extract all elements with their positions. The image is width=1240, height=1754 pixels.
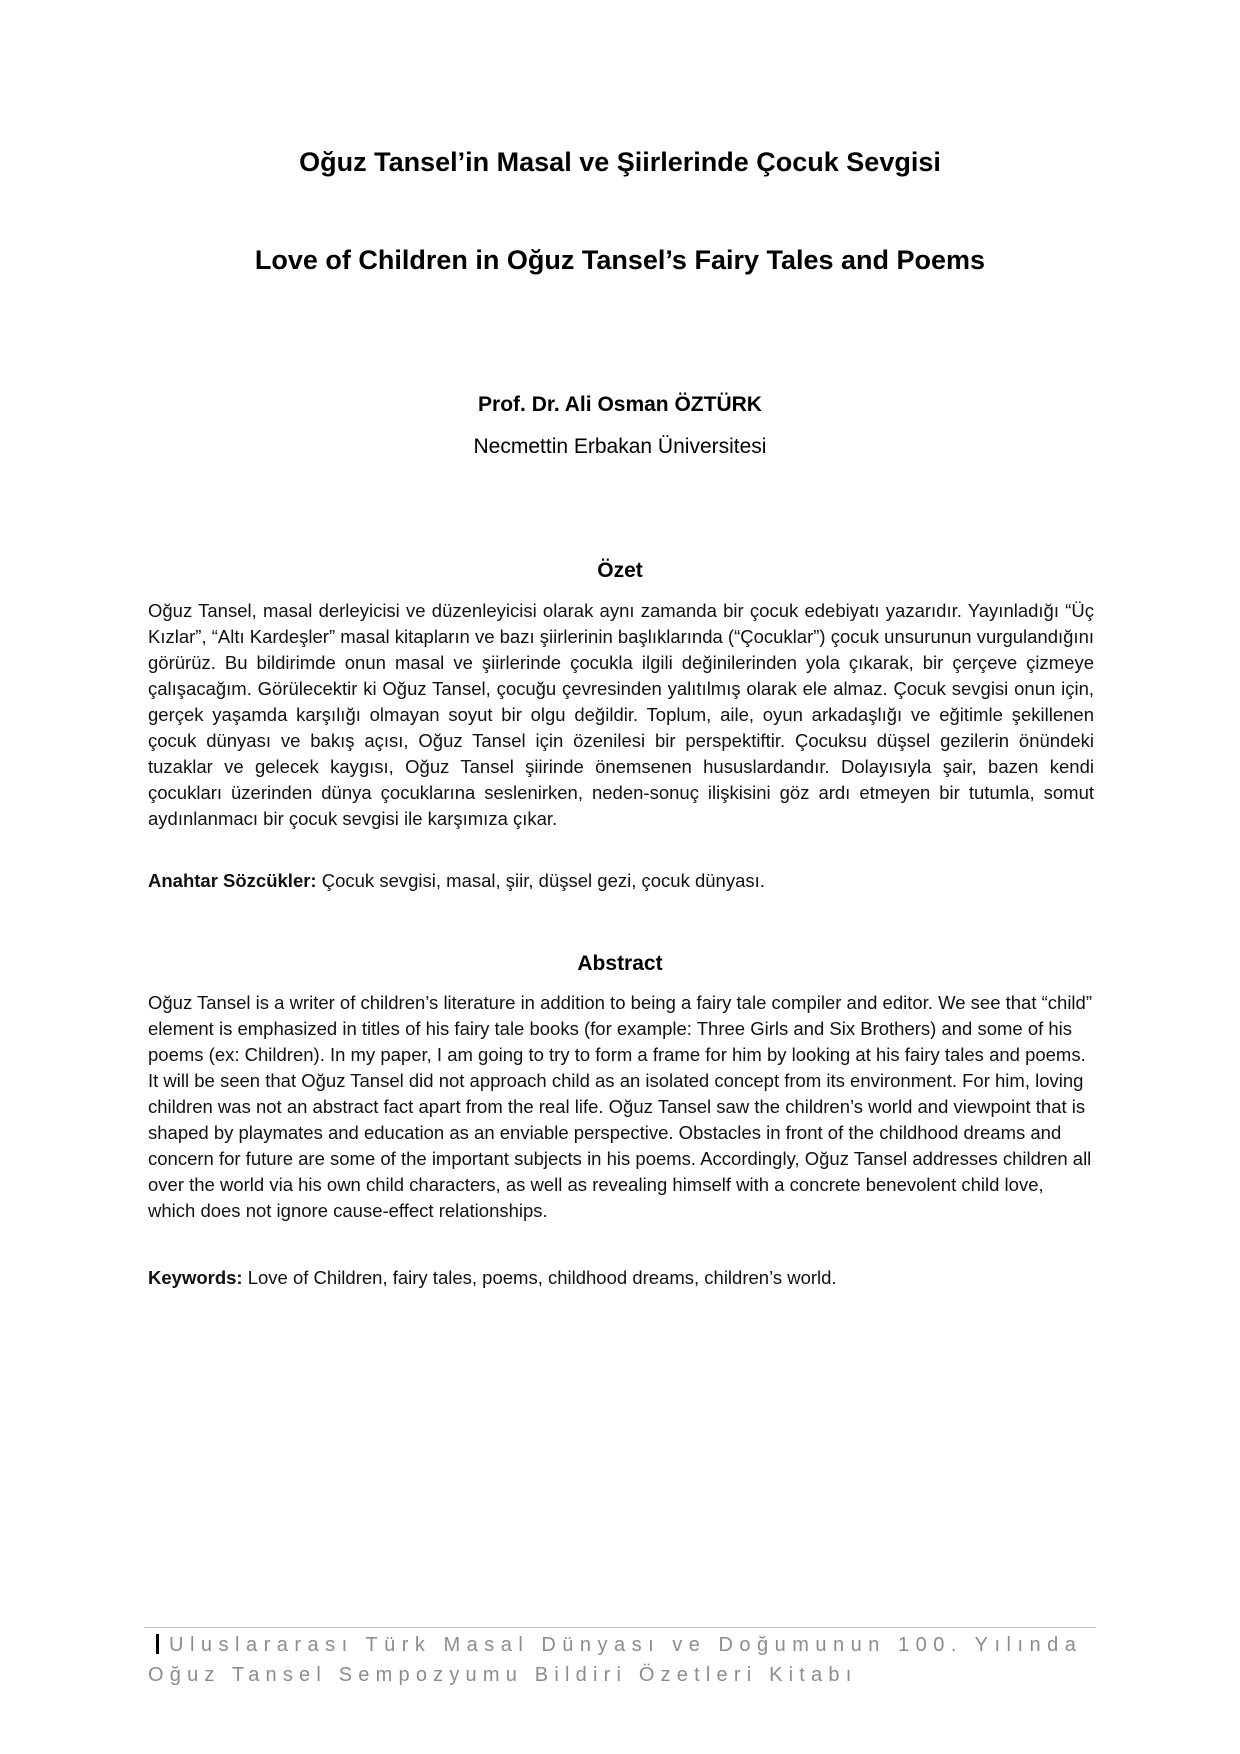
ozet-keywords-label: Anahtar Sözcükler: (148, 870, 317, 891)
footer-divider (144, 1627, 1096, 1628)
author-name: Prof. Dr. Ali Osman ÖZTÜRK (478, 393, 762, 416)
abstract-keywords-text: Love of Children, fairy tales, poems, childhood dreams, children’s world. (242, 1267, 837, 1288)
abstract-keywords-label: Keywords: (148, 1267, 243, 1288)
abstract-keywords (148, 1265, 1094, 1291)
footer-line-1: Uluslararası Türk Masal Dünyası ve Doğumunun 100. Yılında (169, 1634, 1083, 1656)
author-affiliation: Necmettin Erbakan Üniversitesi (473, 435, 767, 458)
title-english: Love of Children in Oğuz Tansel’s Fairy Tales and Poems (254, 245, 986, 275)
ozet-heading: Özet (597, 559, 643, 582)
page-footer (148, 1630, 1094, 1690)
footer-line-2: Oğuz Tansel Sempozyumu Bildiri Özetleri Kitabı (148, 1664, 858, 1686)
abstract-body: Oğuz Tansel is a writer of children’s literature in addition to being a fairy tale compiler and editor. We see that “child” element is emphasized in titles of his fairy tale books (for example: Three Girls and Six Brothers) and some of his poems (ex: Children). In my paper, I am going to try to form a frame for him by looking at his fairy tales and poems. It will be seen that Oğuz Tansel did not approach child as an isolated concept from its environment. For him, loving children was not an abstract fact apart from the real life. Oğuz Tansel saw the children’s world and viewpoint that is shaped by playmates and education as an enviable perspective. Obstacles in front of the childhood dreams and concern for future are some of the important subjects in his poems. Accordingly, Oğuz Tansel addresses children all over the world via his own child characters, as well as revealing himself with a concrete benevolent child love, which does not ignore cause-effect relationships. (148, 992, 1092, 1221)
abstract-heading: Abstract (577, 952, 663, 975)
title-turkish: Oğuz Tansel’in Masal ve Şiirlerinde Çocuk Sevgisi (299, 147, 941, 177)
ozet-keywords-text: Çocuk sevgisi, masal, şiir, düşsel gezi, çocuk dünyası. (316, 870, 765, 891)
footer-bar-marker (156, 1634, 159, 1654)
ozet-keywords (148, 868, 1094, 894)
ozet-body: Oğuz Tansel, masal derleyicisi ve düzenleyicisi olarak aynı zamanda bir çocuk edebiyatı yazarıdır. Yayınladığı “Üç Kızlar”, “Altı Kardeşler” masal kitapların ve bazı şiirlerinin başlıklarında (“Çocuklar”) çocuk unsurunun vurgulandığını görürüz. Bu bildirimde onun masal ve şiirlerinde çocukla ilgili değinilerinden yola çıkarak, bir çerçeve çizmeye çalışacağım. Görülecektir ki Oğuz Tansel, çocuğu çevresinden yalıtılmış olarak ele almaz. Çocuk sevgisi onun için, gerçek yaşamda karşılığı olmayan soyut bir olgu değildir. Toplum, aile, oyun arkadaşlığı ve eğitimle şekillenen çocuk dünyası ve bakış açısı, Oğuz Tansel için özenilesi bir perspektiftir. Çocuksu düşsel gezilerin önündeki tuzaklar ve gelecek kaygısı, Oğuz Tansel şiirinde önemsenen hususlardandır. Dolayısıyla şair, bazen kendi çocukları üzerinden dünya çocuklarına seslenirken, neden-sonuç ilişkisini göz ardı etmeyen bir tutumla, somut aydınlanmacı bir çocuk sevgisi ile karşımıza çıkar. (148, 600, 1094, 829)
